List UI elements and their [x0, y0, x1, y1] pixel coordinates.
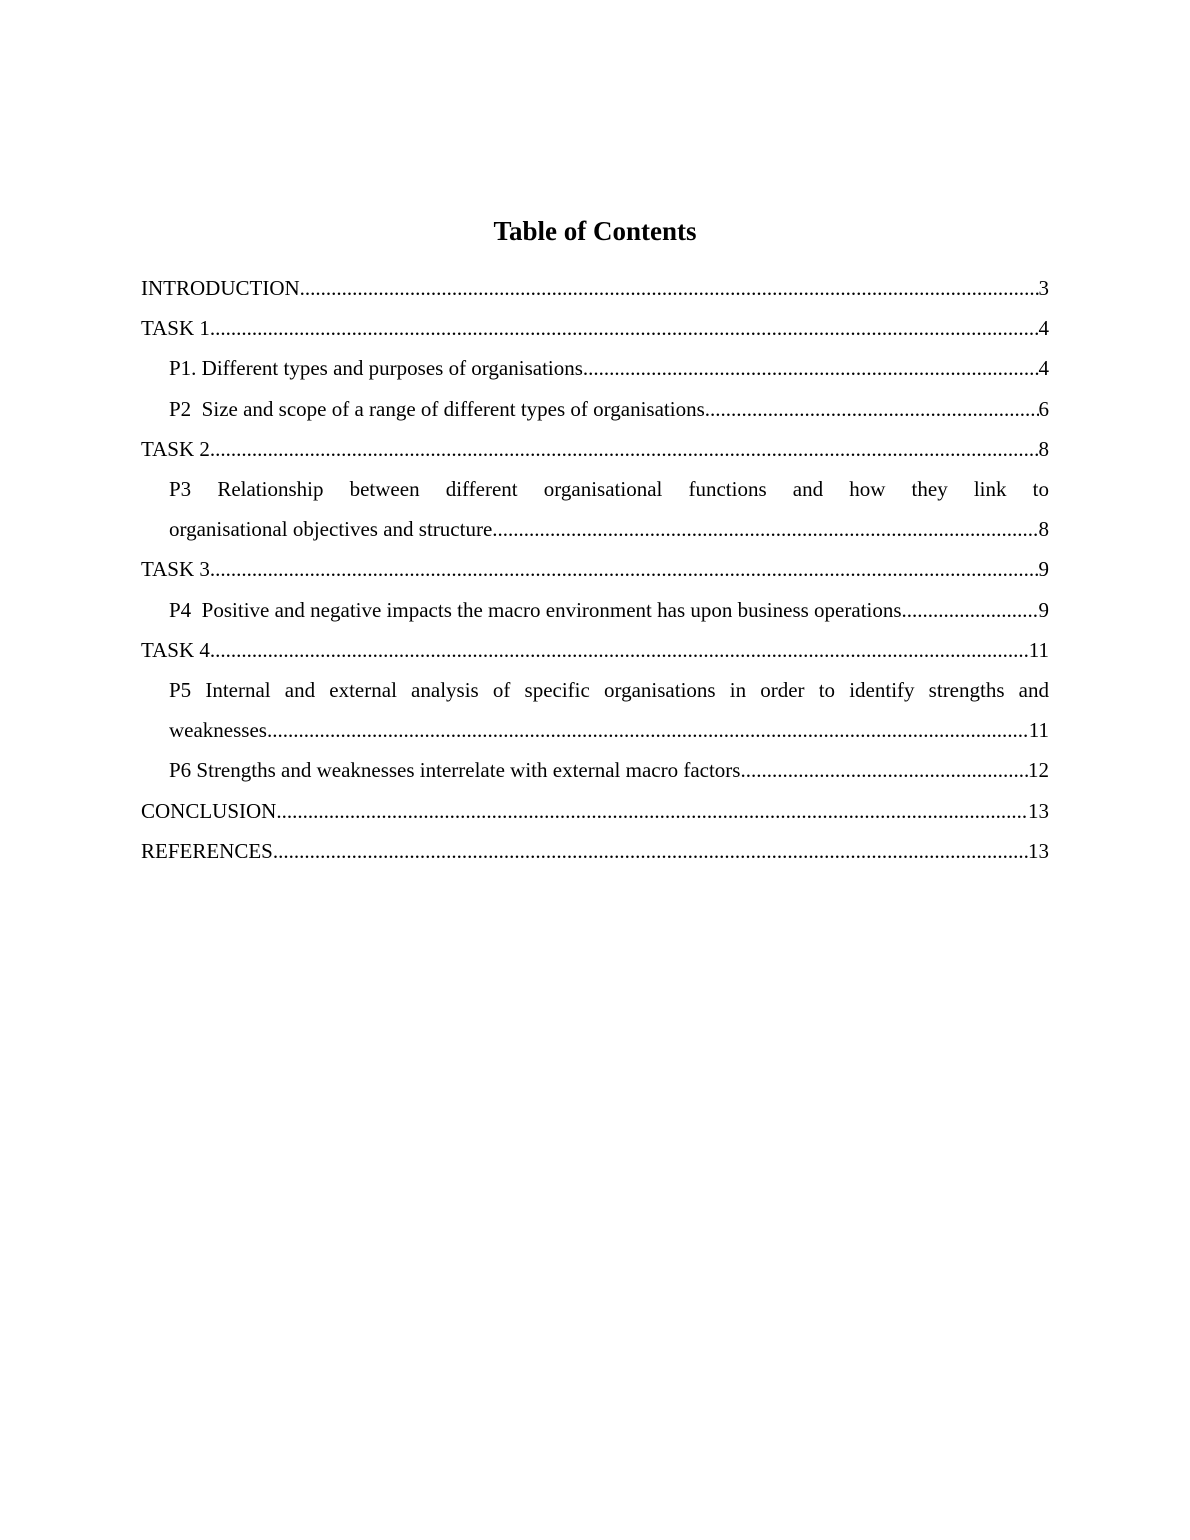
toc-entry-task-3[interactable]	[141, 549, 1049, 589]
toc-dot-leader	[210, 630, 1029, 670]
toc-dot-leader	[210, 308, 1039, 348]
toc-page-number: 8	[1038, 517, 1049, 542]
toc-entry-label: TASK 2	[141, 436, 210, 461]
toc-dot-leader	[276, 791, 1028, 831]
toc-entry-label: TASK 3	[141, 557, 210, 582]
toc-entry-p5[interactable]	[169, 670, 1049, 750]
toc-entry-label: INTRODUCTION	[141, 276, 300, 300]
toc-entry-conclusion[interactable]	[141, 791, 1049, 831]
toc-entry-label: REFERENCES	[141, 838, 273, 863]
toc-page-number: 9	[1038, 557, 1049, 582]
toc-entry-label: TASK 1	[141, 316, 210, 341]
toc-entry-p3[interactable]	[169, 469, 1049, 549]
toc-entry-task-4[interactable]	[141, 630, 1049, 670]
toc-page-number: 8	[1038, 436, 1049, 461]
toc-page-number: 13	[1028, 798, 1049, 823]
toc-page-number: 12	[1028, 758, 1049, 783]
toc-dot-leader	[267, 710, 1029, 750]
toc-entry-task-2[interactable]	[141, 429, 1049, 469]
toc-page-number: 4	[1038, 316, 1049, 341]
toc-entry-p6[interactable]	[169, 750, 1049, 790]
toc-dot-leader	[273, 831, 1028, 871]
toc-dot-leader	[492, 509, 1038, 549]
toc-entry-p1[interactable]	[169, 348, 1049, 388]
toc-entry-label: organisational objectives and structure	[169, 517, 493, 542]
toc-dot-leader	[300, 268, 1039, 308]
toc-dot-leader	[210, 549, 1039, 589]
toc-dot-leader	[705, 389, 1039, 429]
toc-entry-label: P6 Strengths and weaknesses interrelate with external macro factors	[169, 758, 741, 783]
toc-page-number: 13	[1028, 838, 1049, 863]
toc-page-number: 4	[1038, 356, 1049, 381]
toc-list	[141, 268, 1049, 871]
toc-entry-label: CONCLUSION	[141, 798, 277, 823]
toc-entry-introduction[interactable]	[141, 268, 1049, 308]
toc-entry-references[interactable]	[141, 831, 1049, 871]
toc-page-number: 9	[1038, 597, 1049, 622]
toc-entry-label: P1. Different types and purposes of organisations	[169, 356, 583, 381]
toc-page-number: 11	[1028, 637, 1049, 662]
toc-page-number: 6	[1038, 396, 1049, 421]
toc-dot-leader	[907, 590, 1039, 630]
toc-entry-label-line1: P3 Relationship between different organisational functions and how they link to	[169, 477, 1049, 502]
toc-page-number: 3	[1038, 276, 1049, 300]
toc-entry-label: P4 Positive and negative impacts the macro environment has upon business operations.	[169, 597, 907, 622]
toc-entry-p2[interactable]	[169, 389, 1049, 429]
toc-entry-label: TASK 4	[141, 637, 210, 662]
toc-dot-leader	[210, 429, 1039, 469]
toc-entry-task-1[interactable]	[141, 308, 1049, 348]
toc-entry-label: weaknesses	[169, 718, 267, 743]
toc-dot-leader	[583, 348, 1039, 388]
toc-entry-p4[interactable]	[169, 590, 1049, 630]
toc-dot-leader	[740, 750, 1028, 790]
toc-title: Table of Contents	[493, 216, 697, 246]
toc-page-number: 11	[1028, 718, 1049, 743]
toc-entry-label: P2 Size and scope of a range of different types of organisations	[169, 396, 705, 421]
toc-entry-label-line1: P5 Internal and external analysis of specific organisations in order to identify strengths and	[169, 678, 1049, 703]
